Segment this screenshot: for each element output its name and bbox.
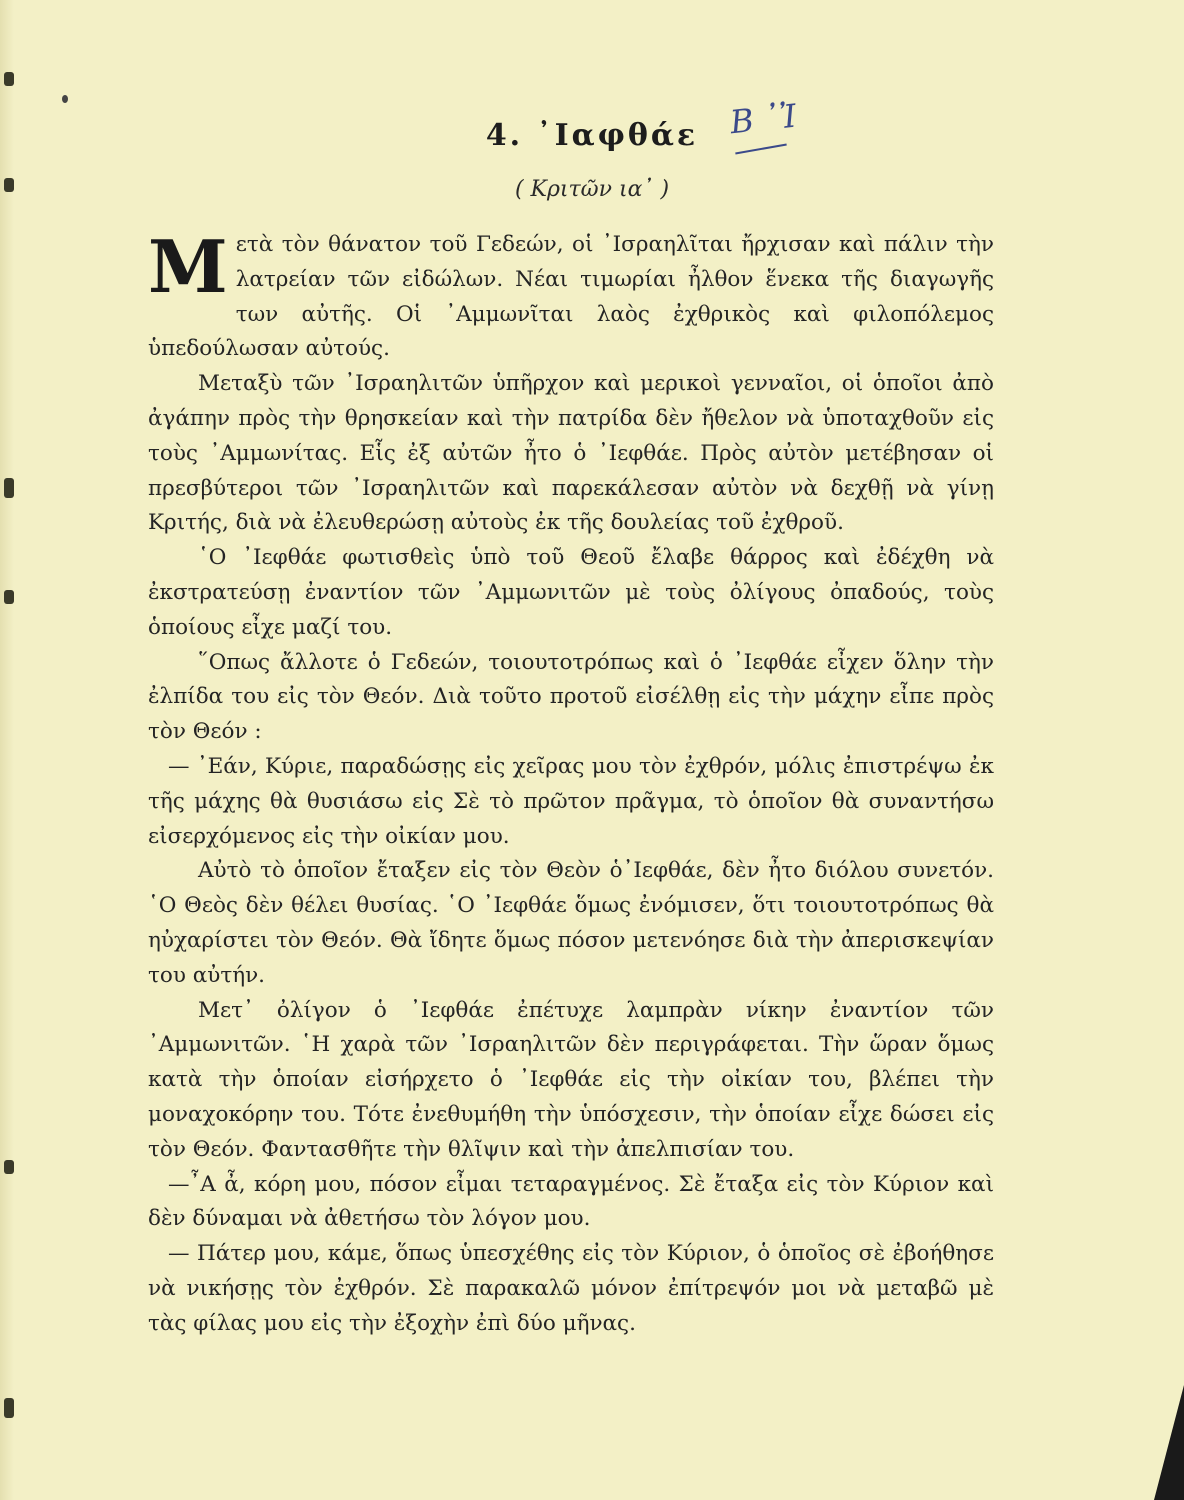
title-block	[0, 118, 1184, 202]
page-corner-shadow	[1154, 1385, 1184, 1500]
body-text	[148, 224, 994, 1342]
dialog-paragraph: — Πάτερ μου, κάμε, ὅπως ὑπεσχέθης εἰς τὸν Κύριον, ὁ ὁποῖος σὲ ἐβοήθησε νὰ νικήσῃς τὸν ἐχθρόν. Σὲ παρακαλῶ μόνον ἐπίτρεψόν μοι νὰ μεταβῶ μὲ τὰς φίλας μου εἰς τὴν ἐξοχὴν ἐπὶ δύο μῆνας.	[148, 1241, 994, 1336]
paragraph: ῾Ο ᾽Ιεφθάε φωτισθεὶς ὑπὸ τοῦ Θεοῦ ἔλαβε θάρρος καὶ ἐδέχθη νὰ ἐκστρατεύσῃ ἐναντίον τῶν ᾽Αμμωνιτῶν μὲ τοὺς ὀλίγους ὀπαδούς, τοὺς ὁποίους εἶχε μαζί του.	[148, 545, 994, 640]
paragraph: Μετ᾽ ὀλίγον ὁ ᾽Ιεφθάε ἐπέτυχε λαμπρὰν νίκην ἐναντίον τῶν ᾽Αμμωνιτῶν. ῾Η χαρὰ τῶν ᾽Ισραηλιτῶν δὲν περιγράφεται. Τὴν ὥραν ὅμως κατὰ τὴν ὁποίαν εἰσήρχετο ὁ ᾽Ιεφθάε εἰς τὴν οἰκίαν του, βλέπει τὴν μοναχοκόρην του. Τότε ἐνεθυμήθη τὴν ὑπόσχεσιν, τὴν ὁποίαν εἶχε δώσει εἰς τὸν Θεόν. Φαντασθῆτε τὴν θλῖψιν καὶ τὴν ἀπελπισίαν του.	[148, 997, 994, 1162]
binding-mark	[4, 1160, 14, 1174]
dialog-paragraph: — ᾽Εάν, Κύριε, παραδώσῃς εἰς χεῖρας μου τὸν ἐχθρόν, μόλις ἐπιστρέψω ἐκ τῆς μάχης θὰ θυσιάσω εἰς Σὲ τὸ πρῶτον πρᾶγμα, τὸ ὁποῖον θὰ συναντήσω εἰσερχόμενος εἰς τὴν οἰκίαν μου.	[148, 753, 994, 849]
page-title: 4. ᾽Ιαφθάε	[485, 118, 699, 153]
binding-mark	[4, 590, 14, 604]
first-paragraph	[148, 224, 994, 367]
drop-cap: Μ	[148, 224, 228, 309]
ink-speck	[62, 95, 68, 103]
page-edge	[0, 0, 14, 1500]
binding-mark	[4, 1398, 14, 1418]
first-paragraph-text: ετὰ τὸν θάνατον τοῦ Γεδεών, οἱ ᾽Ισραηλῖται ἤρχισαν καὶ πάλιν τὴν λατρείαν τῶν εἰδώλων. Νέαι τιμωρίαι ἦλθον ἕνεκα τῆς διαγωγῆς των αὐτῆς. Οἱ ᾽Αμμωνῖται λαὸς ἐχθρικὸς καὶ φιλοπόλεμος ὑπεδούλωσαν αὐτούς.	[148, 232, 994, 362]
paragraph: Μεταξὺ τῶν ᾽Ισραηλιτῶν ὑπῆρχον καὶ μερικοὶ γενναῖοι, οἱ ὁποῖοι ἀπὸ ἀγάπην πρὸς τὴν θρησκείαν καὶ τὴν πατρίδα δὲν ἤθελον νὰ ὑποταχθοῦν εἰς τοὺς ᾽Αμμωνίτας. Εἷς ἐξ αὐτῶν ἦτο ὁ ᾽Ιεφθάε. Πρὸς αὐτὸν μετέβησαν οἱ πρεσβύτεροι τῶν ᾽Ισραηλιτῶν καὶ παρεκάλεσαν αὐτὸν νὰ δεχθῇ νὰ γίνῃ Κριτής, διὰ νὰ ἐλευθερώσῃ αὐτοὺς ἐκ τῆς δουλείας τοῦ ἐχθροῦ.	[148, 371, 994, 536]
binding-mark	[4, 478, 14, 498]
paragraph: ῞Οπως ἄλλοτε ὁ Γεδεών, τοιουτοτρόπως καὶ ὁ ᾽Ιεφθάε εἶχεν ὅλην τὴν ἐλπίδα του εἰς τὸν Θεόν. Διὰ τοῦτο προτοῦ εἰσέλθῃ εἰς τὴν μάχην εἶπε πρὸς τὸν Θεόν :	[148, 649, 994, 745]
dialog-paragraph: —῏Α ἆ, κόρη μου, πόσον εἶμαι τεταραγμένος. Σὲ ἔταξα εἰς τὸν Κύριον καὶ δὲν δύναμαι νὰ ἀθετήσω τὸν λόγον μου.	[148, 1171, 994, 1232]
handwritten-note: Β ᾽Ἰ	[728, 96, 799, 142]
page-subtitle: ( Κριτῶν ια᾽ )	[514, 177, 670, 202]
paragraph: Αὐτὸ τὸ ὁποῖον ἔταξεν εἰς τὸν Θεὸν ὁ᾽Ιεφθάε, δὲν ἦτο διόλου συνετόν. ῾Ο Θεὸς δὲν θέλει θυσίας. ῾Ο ᾽Ιεφθάε ὅμως ἐνόμισεν, ὅτι τοιουτοτρόπως θὰ ηὐχαρίστει τὸν Θεόν. Θὰ ἴδητε ὅμως πόσον μετενόησε διὰ τὴν ἀπερισκεψίαν του αὐτήν.	[148, 858, 994, 988]
binding-mark	[4, 72, 14, 86]
